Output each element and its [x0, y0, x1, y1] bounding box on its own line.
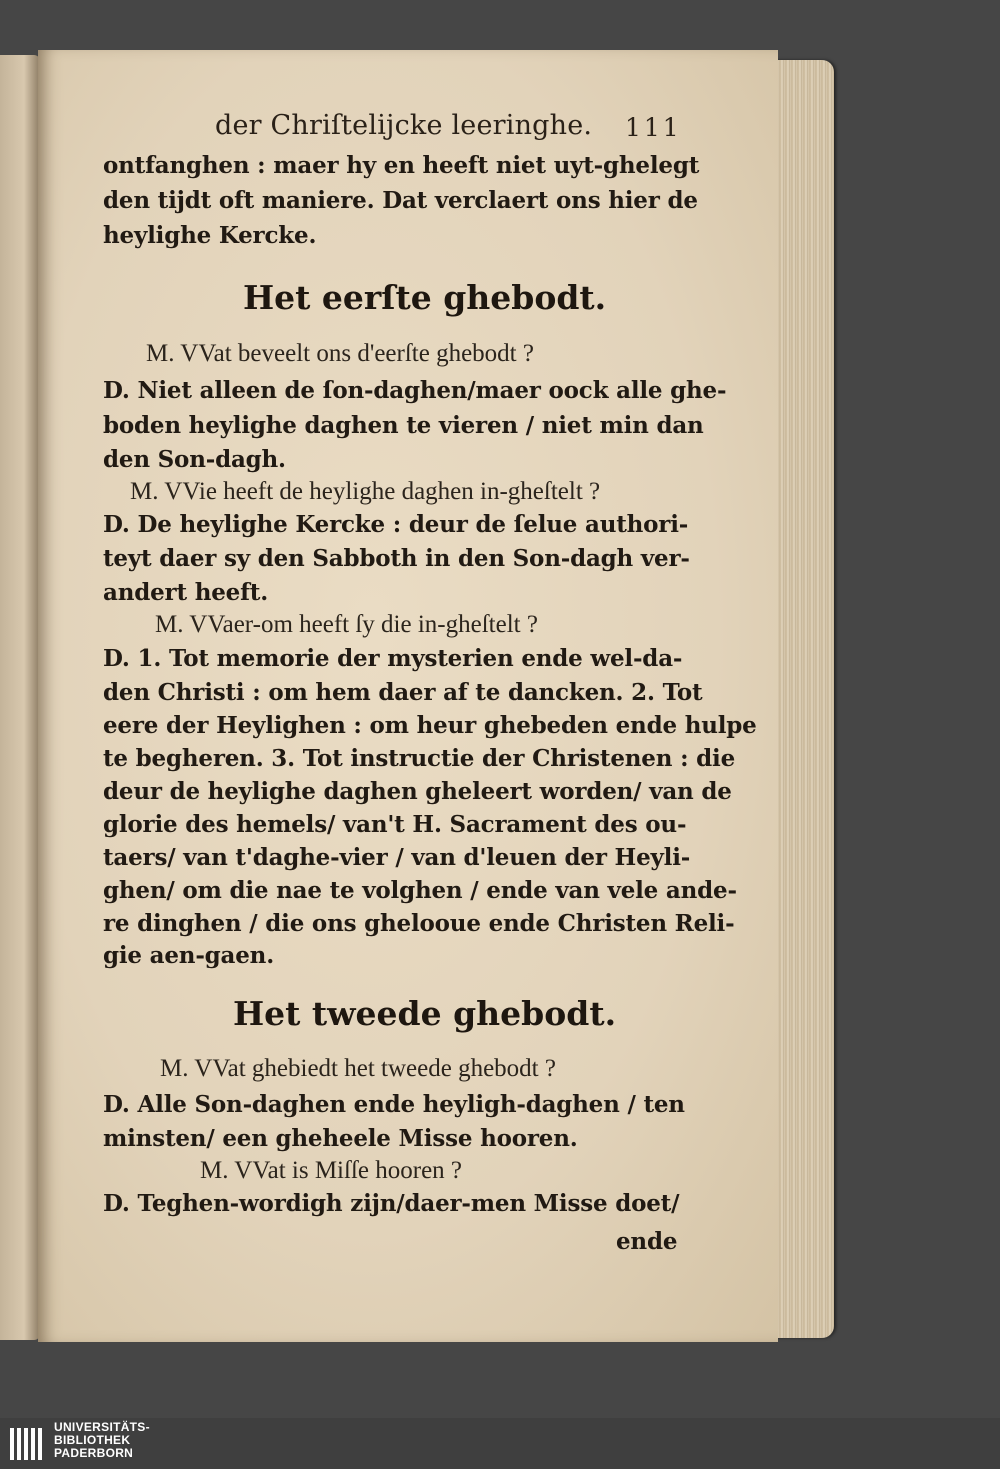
question-line: M. VVat beveelt ons d'eerſte ghebodt ?	[146, 340, 534, 367]
question-line: M. VVat ghebiedt het tweede ghebodt ?	[160, 1055, 556, 1082]
logo-line: PADERBORN	[54, 1446, 134, 1460]
page-number: 111	[625, 113, 682, 142]
question-line: M. VVat is Miſſe hooren ?	[200, 1157, 463, 1184]
answer-line: D. 1. Tot memorie der mysterien ende wel-da-	[103, 645, 683, 672]
library-logo-text	[54, 1421, 150, 1460]
text-line: ontfanghen : maer hy en heeft niet uyt-ghelegt	[103, 152, 700, 179]
answer-line: D. De heylighe Kercke : deur de ſelue authori-	[103, 511, 689, 538]
answer-line: boden heylighe daghen te vieren / niet min dan	[103, 412, 704, 439]
answer-line: den Christi : om hem daer af te dancken. 2. Tot	[103, 679, 703, 706]
answer-line: D. Niet alleen de ſon-daghen/maer oock alle ghe-	[103, 377, 727, 404]
catchword: ende	[616, 1228, 678, 1255]
question-line: M. VVie heeft de heylighe daghen in-gheſtelt ?	[130, 478, 601, 505]
library-logo-icon	[8, 1424, 48, 1464]
text-line: heylighe Kercke.	[103, 222, 317, 249]
answer-line: gie aen-gaen.	[103, 942, 275, 969]
answer-line: andert heeft.	[103, 579, 269, 606]
answer-line: re dinghen / die ons ghelooue ende Christen Reli-	[103, 910, 735, 937]
left-page-edge	[0, 55, 40, 1340]
answer-line: teyt daer sy den Sabboth in den Son-dagh ver-	[103, 545, 690, 572]
answer-line: glorie des hemels/ van't H. Sacrament des ou-	[103, 811, 687, 838]
footer-bar	[0, 1418, 1000, 1469]
text-line: den tijdt oft maniere. Dat verclaert ons hier de	[103, 187, 698, 214]
answer-line: minsten/ een gheheele Misse hooren.	[103, 1125, 578, 1152]
answer-line: eere der Heylighen : om heur ghebeden ende hulpe	[103, 712, 757, 739]
answer-line: te begheren. 3. Tot instructie der Christenen : die	[103, 745, 736, 772]
page-edges	[772, 60, 834, 1338]
question-line: M. VVaer-om heeft ſy die in-gheſtelt ?	[155, 611, 538, 638]
answer-line: den Son-dagh.	[103, 446, 286, 473]
answer-line: D. Teghen-wordigh zijn/daer-men Misse doet/	[103, 1190, 680, 1217]
answer-line: taers/ van t'daghe-vier / van d'leuen der Heyli-	[103, 844, 691, 871]
answer-line: D. Alle Son-daghen ende heyligh-daghen / ten	[103, 1091, 685, 1118]
section-heading-second: Het tweede ghebodt.	[233, 994, 617, 1033]
answer-line: ghen/ om die nae te volghen / ende van vele ande-	[103, 877, 737, 904]
answer-line: deur de heylighe daghen gheleert worden/ van de	[103, 778, 732, 805]
section-heading-first: Het eerſte ghebodt.	[243, 278, 607, 317]
logo-line: UNIVERSITÄTS-	[54, 1420, 150, 1434]
logo-line: BIBLIOTHEK	[54, 1433, 131, 1447]
running-header: der Chriſtelijcke leeringhe.	[215, 110, 593, 141]
